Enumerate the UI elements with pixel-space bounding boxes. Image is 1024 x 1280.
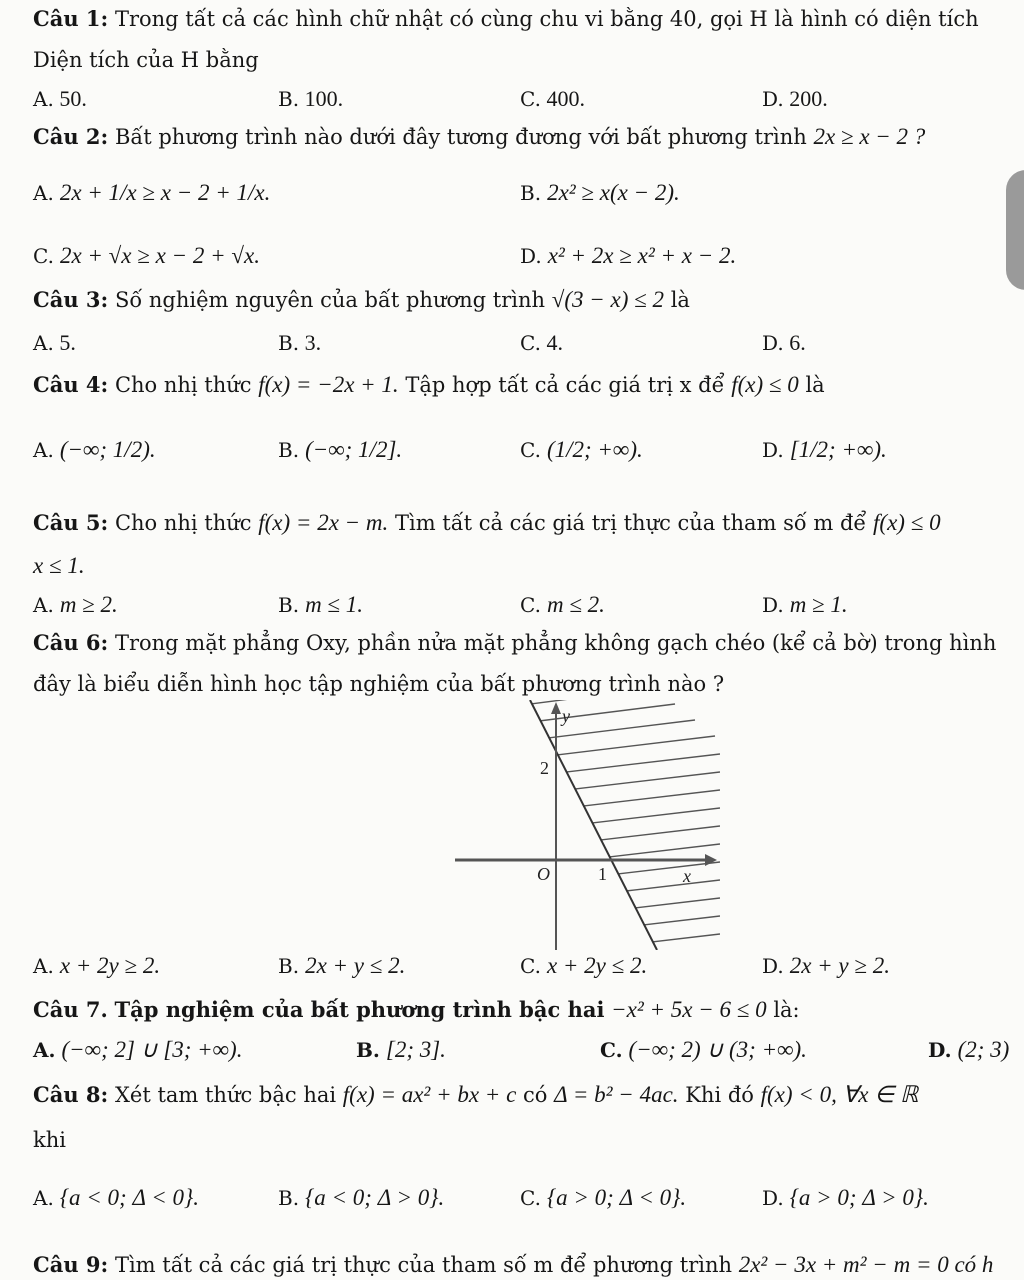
q2-option-b[interactable]: B. 2x² ≥ x(x − 2).: [520, 180, 680, 205]
question-tail: là: [670, 288, 690, 312]
question-text: Trong tất cả các hình chữ nhật có cùng chu vi bằng 40, gọi H là hình có diện tích: [114, 7, 979, 31]
question-5-line2: x ≤ 1.: [33, 553, 85, 578]
question-6: [33, 630, 996, 655]
question-8-line2: khi: [33, 1128, 66, 1152]
q7-option-d[interactable]: D. (2; 3): [928, 1037, 1010, 1062]
q6-option-b[interactable]: B. 2x + y ≤ 2.: [278, 953, 406, 978]
question-label: Câu 9:: [33, 1252, 109, 1277]
question-expression: √(3 − x) ≤ 2: [551, 287, 664, 312]
q8-option-a[interactable]: A. {a < 0; Δ < 0}.: [33, 1185, 199, 1210]
x-axis-label: x: [683, 866, 691, 886]
q3-option-a[interactable]: A. 5.: [33, 330, 76, 355]
q7-option-b[interactable]: B. [2; 3].: [356, 1037, 446, 1062]
question-label: Câu 3:: [33, 287, 109, 312]
page-edge-shadow: [1006, 170, 1024, 290]
question-expression-2: f(x) ≤ 0: [731, 372, 799, 397]
q8-option-c[interactable]: C. {a > 0; Δ < 0}.: [520, 1185, 687, 1210]
question-label: Câu 6:: [33, 630, 109, 655]
question-3: [33, 287, 690, 313]
coordinate-graph: [455, 700, 720, 950]
q1-option-c[interactable]: C. 400.: [520, 86, 585, 111]
question-text: Tập nghiệm của bất phương trình bậc hai: [114, 997, 605, 1022]
question-text-2: Tập hợp tất cả các giá trị x để: [405, 373, 725, 397]
question-label: Câu 7.: [33, 997, 108, 1022]
q5-option-b[interactable]: B. m ≤ 1.: [278, 592, 364, 617]
q6-option-c[interactable]: C. x + 2y ≤ 2.: [520, 953, 648, 978]
y-axis-label: y: [562, 706, 570, 726]
question-expression: 2x ≥ x − 2 ?: [813, 124, 926, 149]
question-4: [33, 372, 825, 398]
question-text: Trong mặt phẳng Oxy, phần nửa mặt phẳng không gạch chéo (kể cả bờ) trong hình: [114, 631, 997, 655]
x-axis-arrow-icon: [705, 854, 717, 866]
hatched-region: [515, 700, 720, 950]
question-expression: f(x) = −2x + 1.: [258, 372, 399, 397]
question-1-line2: Diện tích của H bằng: [33, 48, 259, 72]
question-text: Tìm tất cả các giá trị thực của tham số m để phương trình: [114, 1253, 733, 1277]
y-tick-label: 2: [540, 758, 549, 778]
question-label: Câu 1:: [33, 6, 109, 31]
q4-option-c[interactable]: C. (1/2; +∞).: [520, 437, 643, 462]
q1-option-a[interactable]: A. 50.: [33, 86, 87, 111]
question-expression-2: Δ = b² − 4ac.: [554, 1082, 679, 1107]
question-text: Cho nhị thức: [114, 511, 252, 535]
question-text-3: Khi đó: [685, 1083, 754, 1107]
q2-option-c[interactable]: C. 2x + √x ≥ x − 2 + √x.: [33, 243, 260, 268]
q5-option-a[interactable]: A. m ≥ 2.: [33, 592, 118, 617]
q8-option-b[interactable]: B. {a < 0; Δ > 0}.: [278, 1185, 445, 1210]
question-9: [33, 1252, 993, 1278]
q3-option-c[interactable]: C. 4.: [520, 330, 563, 355]
question-expression: f(x) = ax² + bx + c: [342, 1082, 517, 1107]
question-expression-3: f(x) < 0, ∀x ∈ ℝ: [760, 1082, 919, 1107]
question-text: Số nghiệm nguyên của bất phương trình: [114, 288, 546, 312]
q2-option-a[interactable]: A. 2x + 1/x ≥ x − 2 + 1/x.: [33, 180, 271, 205]
question-label: Câu 8:: [33, 1082, 109, 1107]
question-text-2: Tìm tất cả các giá trị thực của tham số m để: [394, 511, 867, 535]
question-label: Câu 2:: [33, 124, 109, 149]
q5-option-c[interactable]: C. m ≤ 2.: [520, 592, 605, 617]
question-expression: −x² + 5x − 6 ≤ 0: [611, 997, 767, 1022]
q6-option-d[interactable]: D. 2x + y ≥ 2.: [762, 953, 890, 978]
x-tick-label: 1: [598, 864, 607, 884]
y-axis-arrow-icon: [551, 702, 561, 714]
question-1: [33, 6, 979, 31]
question-text: Bất phương trình nào dưới đây tương đương với bất phương trình: [114, 125, 807, 149]
q4-option-b[interactable]: B. (−∞; 1/2].: [278, 437, 403, 462]
question-text-2: có: [522, 1083, 548, 1107]
question-8: [33, 1082, 918, 1108]
q8-option-d[interactable]: D. {a > 0; Δ > 0}.: [762, 1185, 929, 1210]
question-label: Câu 4:: [33, 372, 109, 397]
question-tail: là: [805, 373, 825, 397]
question-6-line2: đây là biểu diễn hình học tập nghiệm của bất phương trình nào ?: [33, 672, 725, 696]
q6-option-a[interactable]: A. x + 2y ≥ 2.: [33, 953, 161, 978]
q5-option-d[interactable]: D. m ≥ 1.: [762, 592, 848, 617]
q7-option-a[interactable]: A. (−∞; 2] ∪ [3; +∞).: [33, 1037, 243, 1062]
q4-option-d[interactable]: D. [1/2; +∞).: [762, 437, 887, 462]
q3-option-b[interactable]: B. 3.: [278, 330, 322, 355]
question-expression: f(x) = 2x − m.: [258, 510, 389, 535]
question-label: Câu 5:: [33, 510, 109, 535]
q1-option-d[interactable]: D. 200.: [762, 86, 828, 111]
q3-option-d[interactable]: D. 6.: [762, 330, 806, 355]
question-expression: 2x² − 3x + m² − m = 0 có h: [738, 1252, 994, 1277]
q4-option-a[interactable]: A. (−∞; 1/2).: [33, 437, 156, 462]
q7-option-c[interactable]: C. (−∞; 2) ∪ (3; +∞).: [600, 1037, 807, 1062]
question-expression-2: f(x) ≤ 0: [873, 510, 941, 535]
question-2: [33, 124, 925, 150]
boundary-line: [530, 700, 657, 950]
q2-option-d[interactable]: D. x² + 2x ≥ x² + x − 2.: [520, 243, 737, 268]
q1-option-b[interactable]: B. 100.: [278, 86, 344, 111]
question-tail: là:: [773, 998, 800, 1022]
question-text: Xét tam thức bậc hai: [114, 1083, 337, 1107]
question-text: Cho nhị thức: [114, 373, 252, 397]
question-7: [33, 997, 800, 1023]
origin-label: O: [537, 864, 550, 884]
question-5: [33, 510, 941, 536]
